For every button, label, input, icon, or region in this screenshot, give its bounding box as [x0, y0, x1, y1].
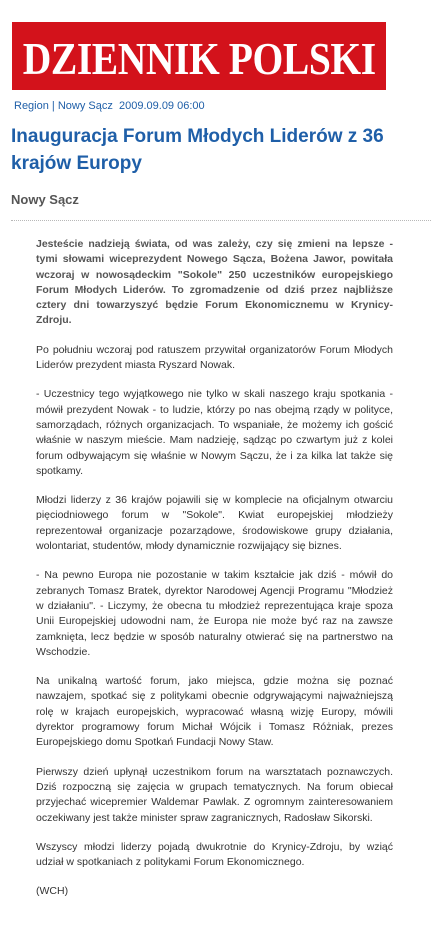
article-body — [36, 237, 393, 914]
divider — [11, 220, 431, 221]
logo-text: DZIENNIK POLSKI — [22, 32, 376, 84]
article-location: Nowy Sącz — [11, 192, 79, 207]
article-paragraph: Na unikalną wartość forum, jako miejsca, gdzie można się poznać nawzajem, spotkać się z politykami obecnie odgrywającymi najważniejszą rolę w krajach europejskich, wypracować własną wizję Europy, mówili dyrektor programowy forum Michał Wójcik i Tomasz Różniak, prezes Europejskiego domu Spotkań Fundacji Nowy Staw. — [36, 675, 393, 749]
article-paragraph: - Na pewno Europa nie pozostanie w takim kształcie jak dziś - mówił do zebranych Tomasz Bratek, dyrektor Narodowej Agencji Programu "Młodzież w działaniu". - Liczymy, że obecna tu młodzież reprezentująca kraje spoza Unii Europejskiej udowodni nam, że Europa nie może być raz na zawsze zamknięta, lecz będzie w sposób naturalny otwierać się na partnerstwo na Wschodzie. — [36, 569, 393, 658]
region-link[interactable]: Region — [14, 100, 49, 112]
publish-datetime: 2009.09.09 06:00 — [119, 100, 205, 112]
article-paragraph: Po południu wczoraj pod ratuszem przywitał organizatorów Forum Młodych Liderów prezydent miasta Ryszard Nowak. — [36, 343, 393, 372]
article-meta — [14, 100, 205, 112]
article-paragraph: Młodzi liderzy z 36 krajów pojawili się w komplecie na oficjalnym otwarciu pięciodniowego forum w "Sokole". Kwiat europejskiej młodzieży reprezentował organizacje pozarządowe, środowiskowe grupy działania, wolontariat, studentów, młody dynamicznie rozwijający się biznes. — [36, 494, 393, 553]
newspaper-logo[interactable] — [12, 22, 386, 90]
article-headline: Inauguracja Forum Młodych Liderów z 36 krajów Europy — [11, 126, 384, 174]
article-paragraph: Wszyscy młodzi liderzy pojadą dwukrotnie do Krynicy-Zdroju, by wziąć udział w spotkaniach z politykami Forum Ekonomicznego. — [36, 840, 393, 869]
article-paragraph: Pierwszy dzień upłynął uczestnikom forum na warsztatach poznawczych. Dziś rozpoczną się zajęcia w grupach tematycznych. Na forum obiecał przyjechać wicepremier Waldemar Pawlak. Z ogromnym zainteresowaniem oczekiwany jest także minister spraw zagranicznych, Radosław Sikorski. — [36, 765, 393, 824]
article-paragraph: - Uczestnicy tego wyjątkowego nie tylko w skali naszego kraju spotkania - mówił prezydent Nowak - to ludzie, którzy po nas obejmą rządy w polityce, samorządach, różnych organizacjach. To wspaniałe, że możemy ich gościć właśnie w naszym mieście. Mam nadzieję, sądząc po czwartym już z kolei forum odbywającym się właśnie w Nowym Sączu, że i za kilka lat także się spotkamy. — [36, 388, 393, 477]
article-signature: (WCH) — [36, 885, 69, 898]
city-link[interactable]: Nowy Sącz — [57, 100, 113, 112]
meta-separator: | — [51, 100, 55, 112]
article-lead: Jesteście nadzieją świata, od was zależy, czy się zmieni na lepsze - tymi słowami wiceprezydent Nowego Sącza, Bożena Jawor, powitała wczoraj w nowosądeckim "Sokole" 250 uczestników europejskiego Forum Młodych Liderów. To zgromadzenie od dziś przez najbliższe cztery dni towarzyszyć będzie Forum Ekonomicznemu w Krynicy-Zdroju. — [36, 238, 393, 327]
